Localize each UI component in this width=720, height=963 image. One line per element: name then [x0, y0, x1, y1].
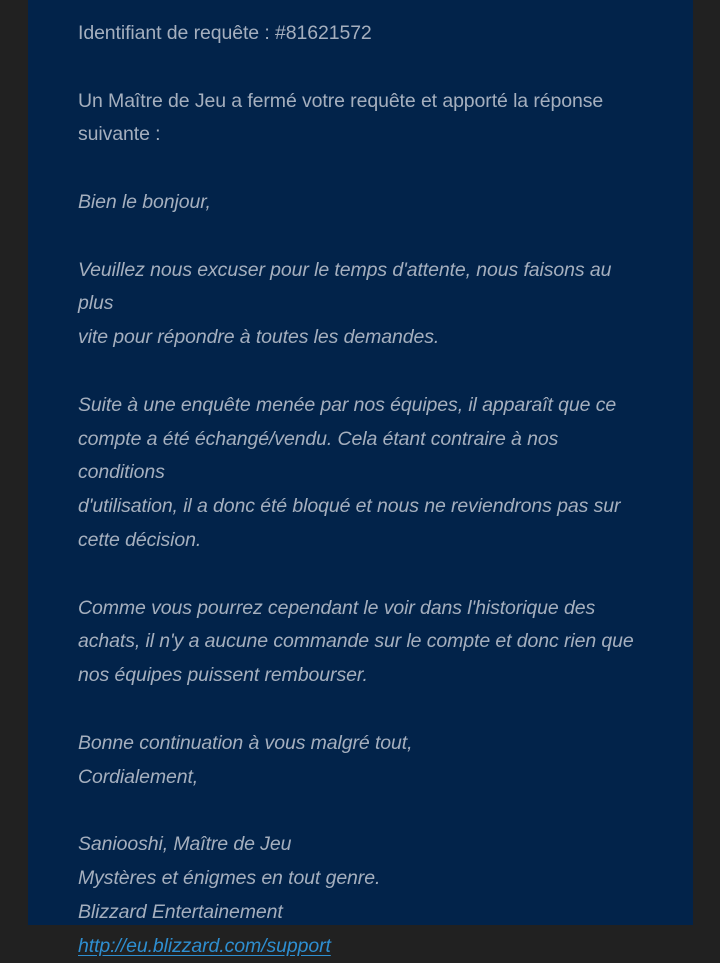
intro-line-1: Un Maître de Jeu a fermé votre requête et apporté la réponse [78, 89, 604, 112]
signature-motto: Mystères et énigmes en tout genre. [78, 866, 381, 889]
ticket-id: Identifiant de requête : #81621572 [78, 22, 372, 44]
sign-off: Cordialement, [78, 765, 199, 788]
closing-line: Bonne continuation à vous malgré tout, [78, 731, 413, 754]
decision-line-1: Suite à une enquête menée par nos équipes, il apparaît que ce [78, 393, 617, 416]
refund-line-2: achats, il n'y a aucune commande sur le compte et donc rien que [78, 630, 634, 653]
spacer [78, 693, 648, 727]
spacer [78, 220, 648, 254]
signature-company: Blizzard Entertainement [78, 900, 283, 923]
spacer [78, 152, 648, 186]
apology-line-1: Veuillez nous excuser pour le temps d'attente, nous faisons au plus [78, 258, 612, 315]
spacer [78, 558, 648, 592]
spacer [78, 51, 648, 85]
refund-line-1: Comme vous pourrez cependant le voir dans l'historique des [78, 596, 596, 619]
decision-line-2: compte a été échangé/vendu. Cela étant contraire à nos conditions [78, 427, 559, 484]
support-link[interactable]: http://eu.blizzard.com/support [78, 934, 331, 957]
refund-line-3: nos équipes puissent rembourser. [78, 664, 368, 687]
spacer [78, 794, 648, 828]
apology-line-2: vite pour répondre à toutes les demandes. [78, 326, 440, 349]
spacer [78, 355, 648, 389]
message-body [78, 17, 648, 963]
signature-name: Saniooshi, Maître de Jeu [78, 833, 292, 856]
intro-line-2: suivante : [78, 123, 161, 146]
decision-line-4: cette décision. [78, 528, 202, 551]
greeting: Bien le bonjour, [78, 190, 211, 213]
decision-line-3: d'utilisation, il a donc été bloqué et nous ne reviendrons pas sur [78, 495, 621, 518]
